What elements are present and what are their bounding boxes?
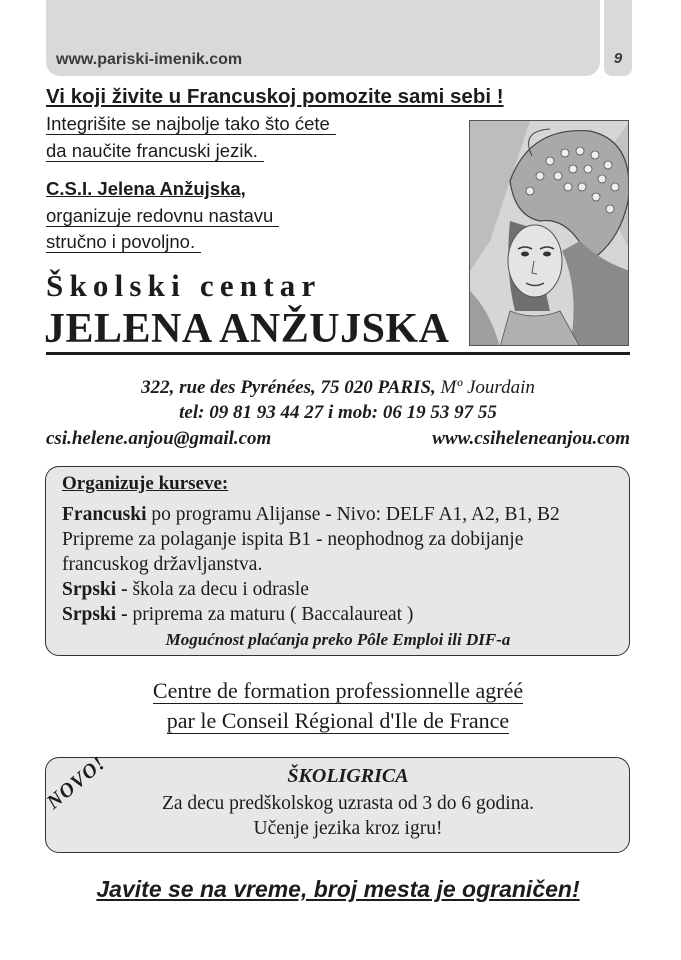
intro-line-1-text: Integrišite se najbolje tako što ćete [46, 113, 336, 135]
course-serbian-matura [62, 603, 413, 626]
accreditation-line-1-text: Centre de formation professionnelle agréé [152, 678, 524, 703]
course-serbian-school [62, 578, 309, 601]
accreditation-line-1 [46, 678, 630, 704]
intro-line-2-text: da naučite francuski jezik. [46, 140, 264, 162]
course-exam-line-1: Pripreme za polaganje ispita B1 - neophodnog za dobijanje [62, 529, 524, 550]
call-to-action: Javite se na vreme, broj mesta je ograničen! [96, 876, 580, 902]
kids-program-title: ŠKOLIGRICA [287, 765, 409, 787]
phone-numbers: tel: 09 81 93 44 27 i mob: 06 19 53 97 55 [179, 402, 497, 423]
course-serbian-matura-text: priprema za maturu ( Baccalaureat ) [127, 604, 414, 625]
course-french-label: Francuski [62, 504, 147, 525]
portrait-drawing [470, 121, 629, 346]
address-line [46, 377, 630, 399]
org-line-2 [46, 231, 201, 253]
course-exam-line-2: francuskog državljanstva. [62, 554, 263, 575]
course-serbian-school-text: škola za decu i odrasle [127, 579, 309, 600]
course-serbian-matura-label: Srpski - [62, 604, 128, 625]
intro-line-2 [46, 140, 264, 162]
portrait-illustration [469, 120, 629, 346]
courses-title: Organizuje kurseve: [62, 473, 229, 494]
org-line-1 [46, 205, 279, 227]
email-link[interactable]: csi.helene.anjou@gmail.com [46, 428, 272, 449]
kids-program-line-2: Učenje jezika kroz igru! [253, 818, 443, 839]
intro-line-1 [46, 113, 336, 135]
org-line-1-text: organizuje redovnu nastavu [46, 205, 279, 227]
website-link[interactable]: www.csiheleneanjou.com [432, 428, 630, 449]
novo-badge: NOVO! [42, 752, 110, 814]
kids-program-line-1: Za decu predškolskog uzrasta od 3 do 6 godina. [161, 793, 535, 814]
metro-station: Mº Jourdain [440, 377, 535, 398]
course-serbian-school-label: Srpski - [62, 579, 128, 600]
org-line-2-text: stručno i povoljno. [46, 231, 201, 253]
divider-line [46, 352, 630, 355]
school-name: JELENA ANŽUJSKA [44, 306, 450, 352]
accreditation-line-2 [46, 708, 630, 734]
site-url[interactable]: www.pariski-imenik.com [56, 51, 243, 68]
course-french [62, 503, 560, 526]
school-subtitle: Školski centar [46, 268, 322, 303]
accreditation-line-2-text: par le Conseil Régional d'Ile de France [166, 708, 510, 733]
page-number: 9 [613, 50, 623, 67]
course-french-text: po programu Alijanse - Nivo: DELF A1, A2, B1, B2 [146, 504, 560, 525]
organization-name: C.S.I. Jelena Anžujska, [46, 178, 246, 199]
payment-note: Mogućnost plaćanja preko Pôle Emploi ili DIF-a [165, 630, 511, 649]
headline: Vi koji živite u Francuskoj pomozite sami sebi ! [46, 85, 504, 108]
address: 322, rue des Pyrénées, 75 020 PARIS, [141, 377, 436, 398]
